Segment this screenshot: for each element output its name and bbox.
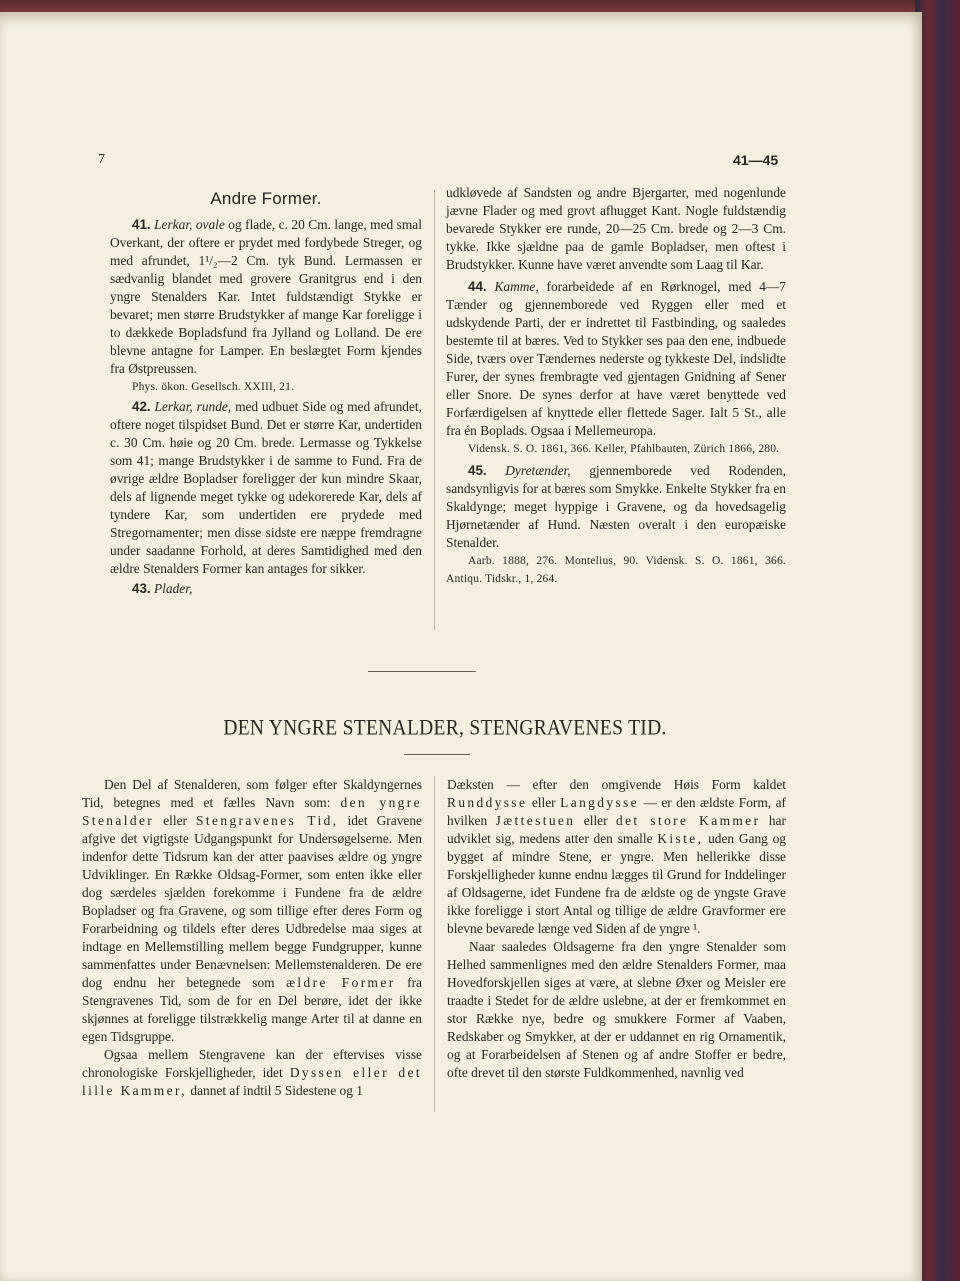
- emphasis: Dyssen eller det lille Kammer,: [82, 1065, 422, 1098]
- text-run: dannet af indtil 5 Sidestene og 1: [190, 1083, 363, 1098]
- text-run: Den Del af Stenalderen, som følger efter Skaldyngernes Tid, betegnes med et fælles Navn som:: [82, 777, 422, 810]
- text-run: eller: [583, 813, 608, 828]
- text-run: — er den ældste Form, af hvilken: [447, 795, 786, 828]
- section-divider-rule: [368, 671, 476, 672]
- entry-reference: Aarb. 1888, 276. Montelius, 90. Vidensk. S. O. 1861, 366. Antiqu. Tidskr., 1, 264.: [446, 555, 786, 585]
- chapter-title: DEN YNGRE STENALDER, STENGRAVENES TID.: [223, 716, 667, 741]
- text-run: har udviklet sig, medens atter den smalle: [447, 813, 786, 846]
- entry-reference: Vidensk. S. O. 1861, 366. Keller, Pfahlbauten, Zürich 1866, 280.: [468, 443, 780, 455]
- text-run: Dæksten — efter den omgivende Høis Form kaldet: [447, 777, 786, 792]
- text-run: uden Gang og bygget af mindre Stene, er yngre. Men hellerikke disse Forskjelligheder kunne endnu lægges til Grund for Inddelinger af Oldsagerne, idet Fundene fra de ældste og de yngste Grave ikke foreligge i stort Antal og tillige de ældre Gravformer ere blevne bevarede længe ved Siden af de yngre ¹.: [447, 831, 786, 936]
- entry-44: [446, 278, 786, 440]
- entry-text: og flade, c. 20 Cm. lange, med smal Overkant, der oftere er prydet med fordybede Streger, og med afrundet, 1¹/₂—2 Cm. tyk Bund. Lermassen er sædvanlig blandet med grovere Granitgrus end i den yngre Stenalders Kar. Intet fuldstændigt Stykke er bevaret; men større Brudstykker af mange Kar foreligge i to dækkede Bopladsfund fra Jylland og Lolland. De ere blevne antagne for Lamper. En beslægtet Form kjendes fra Østpreussen.: [110, 217, 422, 376]
- emphasis: Langdysse: [560, 795, 640, 810]
- entry-number: 44.: [468, 279, 487, 294]
- entry-name: Dyretænder,: [505, 463, 571, 478]
- emphasis: den yngre Stenalder: [82, 795, 422, 828]
- emphasis: det store Kammer: [615, 813, 761, 828]
- entry-name: Plader,: [153, 581, 193, 596]
- column-left-bottom: [82, 776, 422, 1100]
- entry-reference: Phys. ökon. Gesellsch. XXIII, 21.: [132, 381, 295, 393]
- title-rule: [404, 754, 470, 755]
- book-page: [0, 12, 922, 1281]
- text-run: eller: [163, 813, 187, 828]
- chapter-paragraph: [447, 776, 786, 938]
- entry-41: [110, 216, 422, 378]
- entry-43-text: udkløvede af Sandsten og andre Bjergarter, med nogenlunde jævne Flader og med grovt afhugget Kant. Nogle fuldstændig bevarede Stykker ere runde, 20—25 Cm. brede og 2—3 Cm. tykke. Ikke sjældne paa de gamle Bopladser, men oftest i Brudstykker. Kunne have været anvendte som Laag til Kar.: [446, 185, 786, 272]
- entry-name: Lerkar, runde,: [154, 399, 232, 414]
- entry-number: 41.: [132, 217, 151, 232]
- chapter-paragraph: [82, 776, 422, 1046]
- column-left-top: [110, 190, 422, 598]
- column-divider: [434, 776, 435, 1112]
- column-divider: [434, 190, 435, 630]
- entry-45: [446, 462, 786, 552]
- entry-text: forarbeidede af en Rørknogel, med 4—7 Tænder og gjennemborede ved Ryggen eller med et udskydende Parti, der er indrettet til Fastbinding, og saaledes bestemte til at bæres. Ved to Stykker ses paa den ene, indbuede Side, tværs over Tændernes nederste og tykkeste Del, indslidte Furer, der synes frembragte ved gjentagen Gnidning af Sener eller Snore. De synes derfor at have været benyttede ved Forfærdigelsen af knyttede eller flettede Sager. Ialt 5 St., alle fra én Boplads. Ogsaa i Mellemeuropa.: [446, 279, 786, 438]
- entry-range: 41—45: [733, 152, 779, 168]
- column-right-top: [446, 184, 786, 588]
- entry-number: 42.: [132, 399, 151, 414]
- text-run: Ogsaa mellem Stengravene kan der eftervises visse chronologiske Forskjelligheder, idet: [82, 1047, 422, 1080]
- emphasis: Runddysse: [447, 795, 528, 810]
- emphasis: Stengravenes Tid,: [196, 813, 339, 828]
- chapter-paragraph: Naar saaledes Oldsagerne fra den yngre Stenalder som Helhed sammenlignes med den ældre Stenalders Former, maa Hovedforskjellen siges at være, at slebne Øxer og Meisler ere traadte i Stedet for de ældre uslebne, at der er fremkommet en stor Række nye, bedre og smukkere Former af Vaaben, Redskaber og Smykker, at der er uddannet en rig Ornamentik, og at Forarbeidelsen af Stenen og af andre Stoffer er bedre, ofte drevet til den største Fuldkommenhed, navnlig ved: [447, 939, 786, 1080]
- text-run: fra Stengravenes Tid, som de for en Del berøre, idet der ikke skjønnes at foreligge tilstrækkelig mange Arter til at danne en egen Tidsgruppe.: [82, 975, 422, 1044]
- chapter-paragraph: [82, 1046, 422, 1100]
- entry-text: gjennemborede ved Rodenden, sandsynligvis for at bæres som Smykke. Enkelte Stykker fra en Skaldynge; meget hyppige i Gravene, og da hovedsagelig Hjørnetænder af Hund. Næsten overalt i den europæiske Stenalder.: [446, 463, 786, 550]
- entry-name: Lerkar, ovale: [154, 217, 225, 232]
- emphasis: Kiste,: [657, 831, 704, 846]
- column-right-bottom: [447, 776, 786, 1082]
- text-run: eller: [531, 795, 556, 810]
- entry-number: 45.: [468, 463, 487, 478]
- page-number: 7: [98, 152, 105, 167]
- emphasis: ældre Former: [286, 975, 396, 990]
- text-run: idet Gravene afgive det vigtigste Udgangspunkt for Undersøgelserne. Men indenfor dette Tidsrum kan der atter paavises ældre og yngre Udviklinger. En Række Oldsag-Former, som enten ikke eller dog særdeles sjælden forekomme i Fundene fra de ældre Bopladser og fra Gravene, og som tillige efter deres Form og Forarbeidning og tildels efter deres Udbredelse maa siges at indtage en Mellemstilling mellem begge Fundgrupper, kunne sammenfattes under Benævnelsen: Mellemstenalderen. De ere dog endnu her betegnede som: [82, 813, 422, 990]
- section-title: Andre Former.: [210, 189, 322, 208]
- emphasis: Jættestuen: [495, 813, 576, 828]
- entry-42: [110, 398, 422, 578]
- entry-43: [110, 580, 422, 598]
- entry-text: med udbuet Side og med afrundet, oftere noget tilspidset Bund. Det er større Kar, undertiden c. 30 Cm. høie og 20 Cm. brede. Lermasse og Tykkelse som 41; mange Brudstykker i de samme to Fund. Fra de øvrige ældre Bopladser foreligger der kun mindre Skaar, dels af lignende meget tykke og udekorerede Kar, dels af tyndere Kar, som undertiden ere prydede med Stregornamenter; men disse sidste ere næppe fremdragne under saadanne Forhold, at deres Samtidighed med den ældre Stenalders Former kan antages for sikker.: [110, 399, 422, 576]
- entry-name: Kamme,: [494, 279, 539, 294]
- entry-number: 43.: [132, 581, 151, 596]
